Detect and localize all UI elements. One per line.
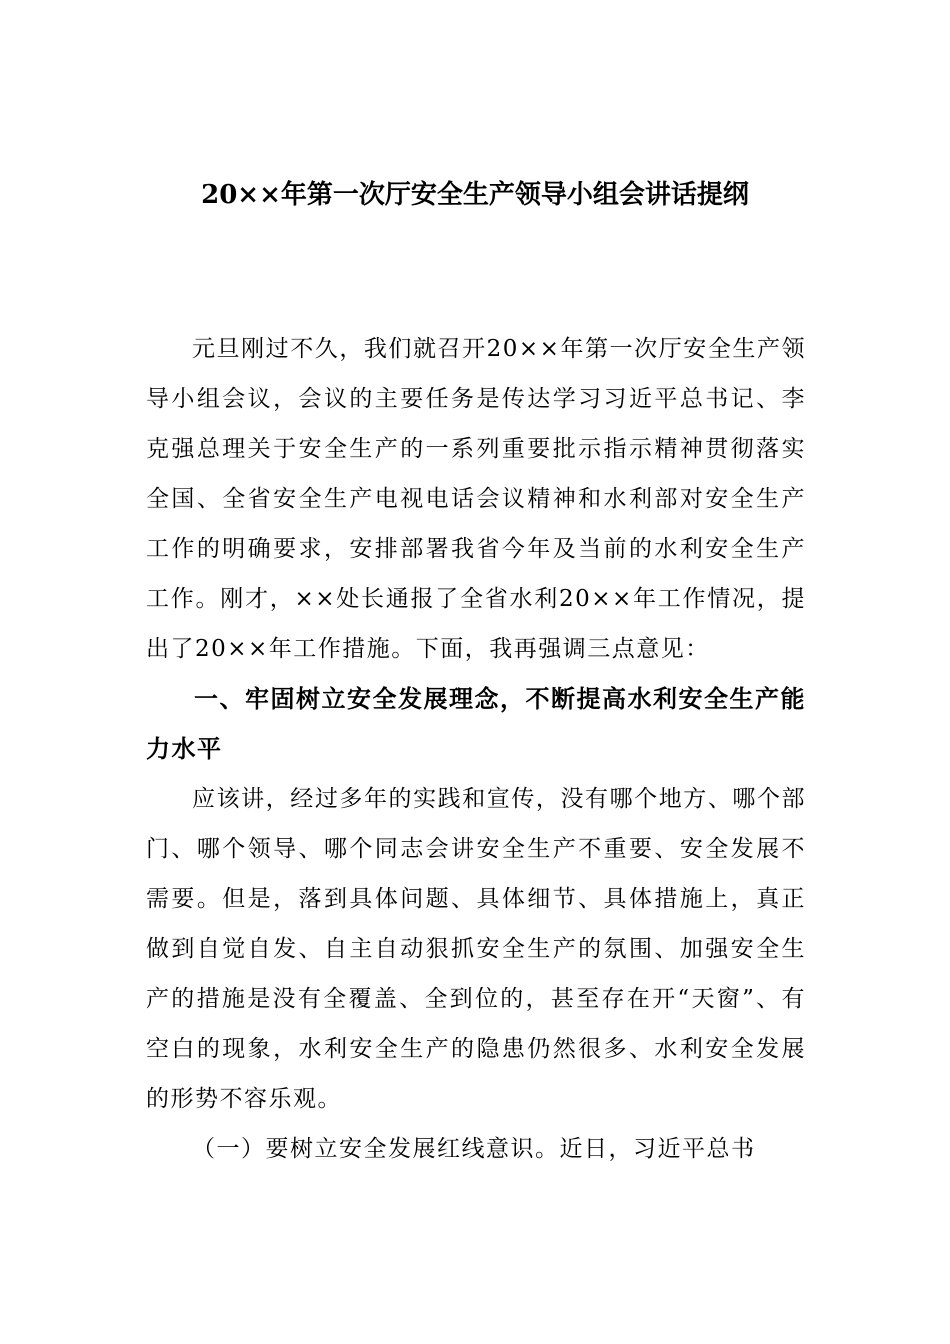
document-body <box>146 324 806 1174</box>
section-1-paragraph: 应该讲，经过多年的实践和宣传，没有哪个地方、哪个部门、哪个领导、哪个同志会讲安全生产不重要、安全发展不需要。但是，落到具体问题、具体细节、具体措施上，真正做到自觉自发、自主自动狠抓安全生产的氛围、加强安全生产的措施是没有全覆盖、全到位的，甚至存在开“天窗”、有空白的现象，水利安全生产的隐患仍然很多、水利安全发展的形势不容乐观。 <box>146 786 806 1112</box>
subsection-1-paragraph: （一）要树立安全发展红线意识。近日，习近平总书 <box>192 1136 756 1162</box>
section-heading-1: 一、牢固树立安全发展理念，不断提高水利安全生产能力水平 <box>146 684 806 763</box>
document-title: 20××年第一次厅安全生产领导小组会讲话提纲 <box>201 180 749 210</box>
intro-paragraph: 元旦刚过不久，我们就召开20××年第一次厅安全生产领导小组会议，会议的主要任务是传达学习习近平总书记、李克强总理关于安全生产的一系列重要批示指示精神贯彻落实全国、全省安全生产电视电话会议精神和水利部对安全生产工作的明确要求，安排部署我省今年及当前的水利安全生产工作。刚才，××处长通报了全省水利20××年工作情况，提出了20××年工作措施。下面，我再强调三点意见： <box>146 336 806 662</box>
